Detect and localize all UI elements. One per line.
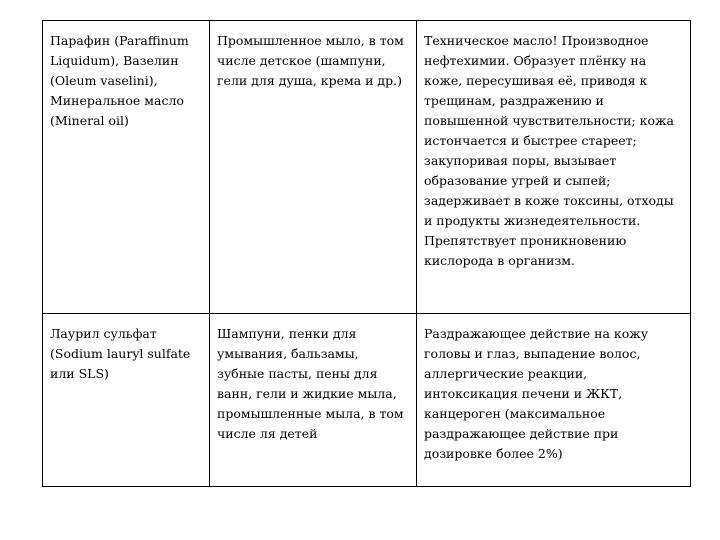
usage-cell: Промышленное мыло, в том числе детское (шампуни, гели для душа, крема и др.) [210, 21, 417, 314]
ingredient-cell: Парафин (Paraffinum Liquidum), Вазелин (Oleum vaselini), Минеральное масло (Mineral oil) [43, 21, 210, 314]
usage-cell: Шампуни, пенки для умывания, бальзамы, зубные пасты, пены для ванн, гели и жидкие мыла, промышленные мыла, в том числе ля детей [210, 314, 417, 487]
effect-cell: Раздражающее действие на кожу головы и глаз, выпадение волос, аллергические реакции, интоксикация печени и ЖКТ, канцероген (максимальное раздражающее действие при дозировке более 2%) [417, 314, 691, 487]
ingredients-table-container [42, 20, 690, 486]
ingredient-cell: Лаурил сульфат (Sodium lauryl sulfate или SLS) [43, 314, 210, 487]
ingredients-table [42, 20, 691, 487]
table-row [43, 314, 691, 487]
table-row [43, 21, 691, 314]
effect-cell: Техническое масло! Производное нефтехимии. Образует плёнку на коже, пересушивая её, приводя к трещинам, раздражению и повышенной чувствительности; кожа истончается и быстрее стареет; закупоривая поры, вызывает образование угрей и сыпей; задерживает в коже токсины, отходы и продукты жизнедеятельности. Препятствует проникновению кислорода в организм. [417, 21, 691, 314]
